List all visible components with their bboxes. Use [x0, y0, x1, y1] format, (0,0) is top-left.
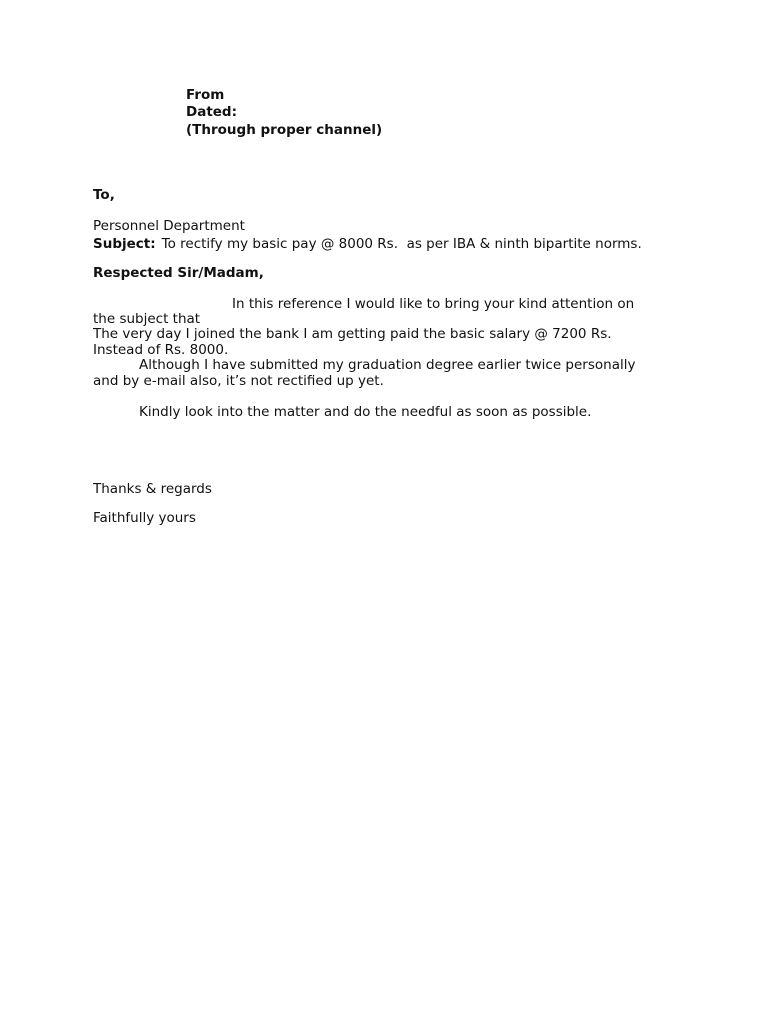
dated-line: Dated: [186, 104, 237, 120]
paragraph-3-line-2: and by e-mail also, it’s not rectified up yet. [93, 373, 384, 389]
paragraph-3-line-1: Although I have submitted my graduation degree earlier twice personally [139, 357, 636, 373]
paragraph-1-line-2: the subject that [93, 311, 201, 327]
subject-text: To rectify my basic pay @ 8000 Rs. as per IBA & ninth bipartite norms. [161, 236, 642, 252]
to-line: To, [93, 187, 115, 203]
paragraph-2-line-1: The very day I joined the bank I am getting paid the basic salary @ 7200 Rs. [93, 326, 612, 342]
subject-label: Subject: [93, 236, 156, 252]
department-line: Personnel Department [93, 218, 245, 234]
paragraph-1-line-1: In this reference I would like to bring your kind attention on [232, 296, 635, 312]
subject-line [93, 236, 642, 252]
paragraph-4: Kindly look into the matter and do the needful as soon as possible. [139, 404, 592, 420]
closing-faithfully: Faithfully yours [93, 510, 196, 526]
channel-line: (Through proper channel) [186, 122, 383, 138]
paragraph-2-line-2: Instead of Rs. 8000. [93, 342, 229, 358]
from-line: From [186, 87, 225, 103]
salutation: Respected Sir/Madam, [93, 265, 264, 281]
closing-thanks: Thanks & regards [93, 481, 212, 497]
